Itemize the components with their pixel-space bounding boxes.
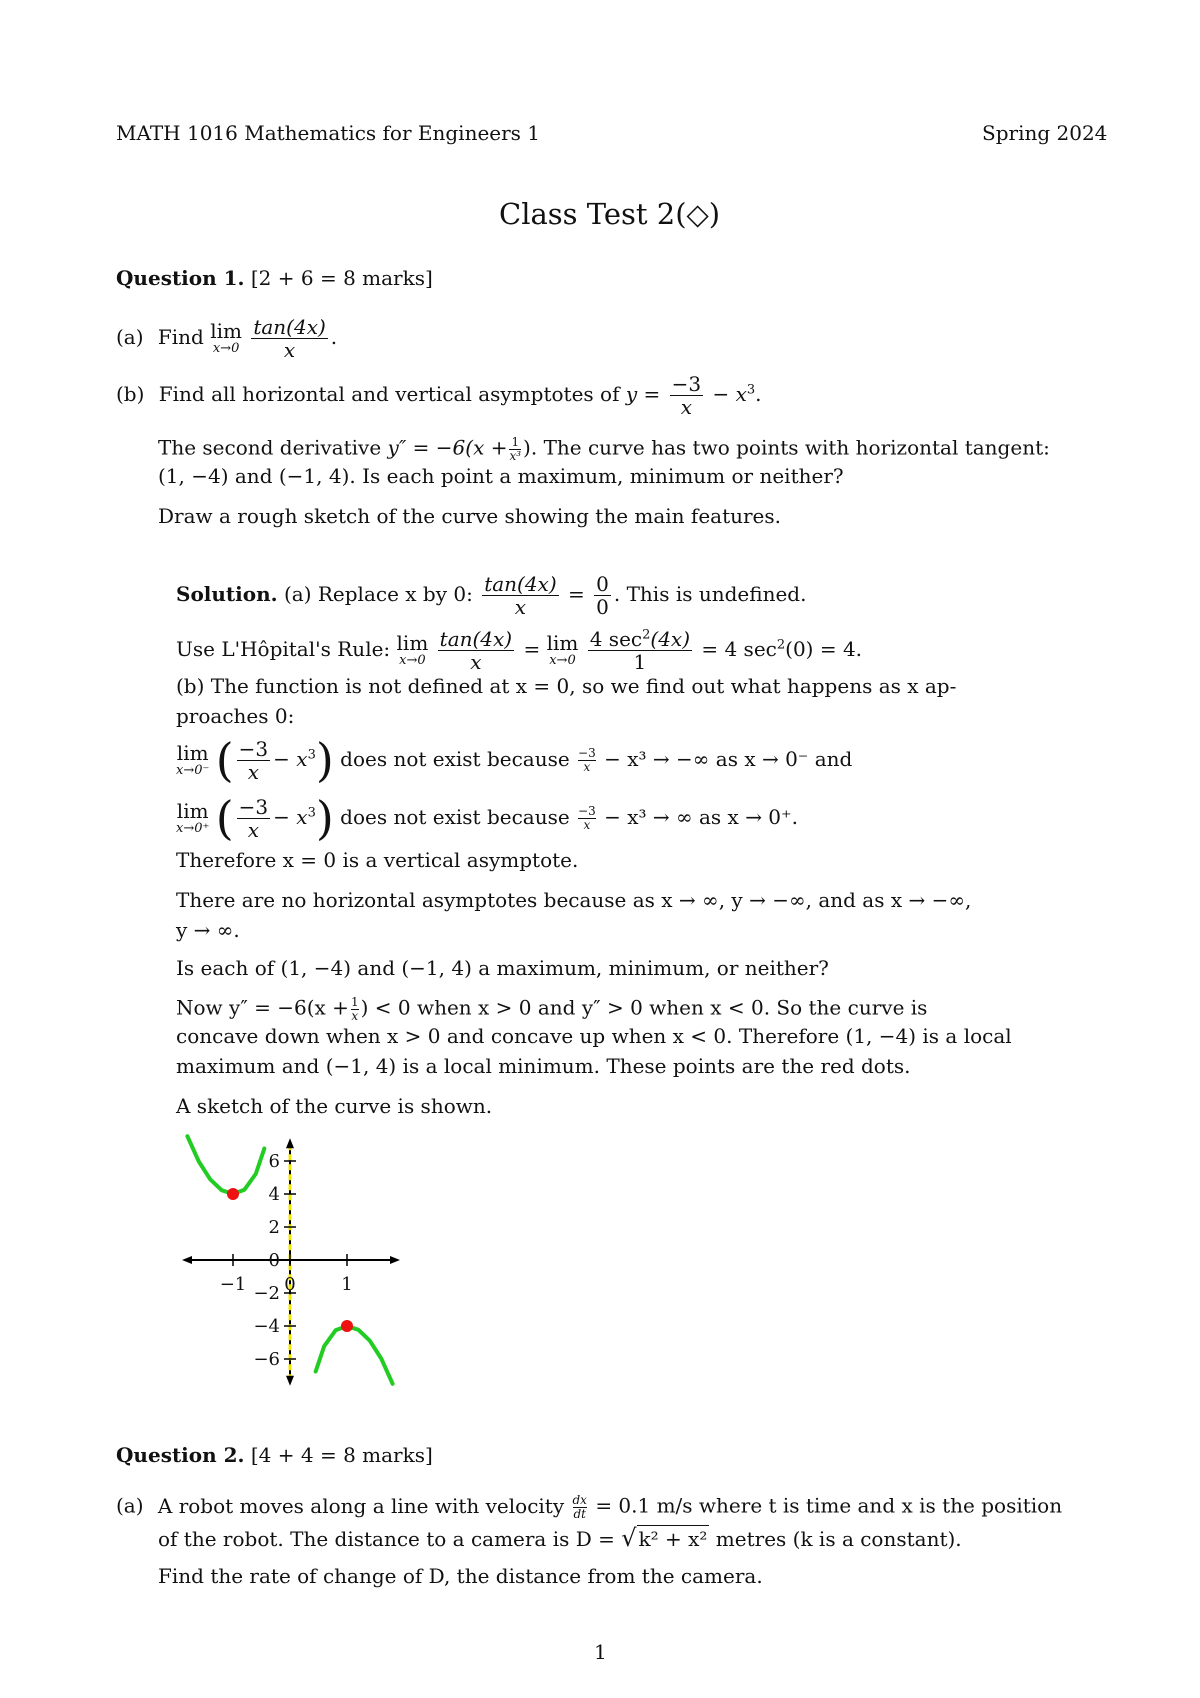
solution-b-line1: (b) The function is not defined at x = 0, so we find out what happens as x ap-	[176, 674, 957, 698]
y-axis-arrow-up	[286, 1138, 294, 1148]
concavity-line-2: concave down when x > 0 and concave up when x < 0. Therefore (1, −4) is a local	[176, 1024, 1012, 1048]
limit-operator: lim x→0	[210, 319, 242, 357]
x-axis-arrow-left	[182, 1256, 192, 1264]
asymptote-question: Find all horizontal and vertical asymptotes of	[158, 382, 620, 406]
limit-from-right: lim x→0⁺ ( $\frac{-3}{x}$ − $x^3$) does not exist because $\frac{-3}{x}$ − x³ → ∞ as x → 0⁺.	[176, 790, 798, 845]
sketch-shown-line: A sketch of the curve is shown.	[176, 1094, 493, 1118]
part-a-label: (a)	[116, 325, 144, 349]
horizontal-line-2: y → ∞.	[176, 918, 240, 942]
sketch-instruction: Draw a rough sketch of the curve showing the main features.	[158, 504, 782, 528]
question-1-heading	[116, 268, 433, 288]
page-number: 1	[594, 1640, 607, 1664]
lhopital-line: Use L'Hôpital's Rule: lim x→0 $\frac{\tan(4x)}{x}$ = lim x→0 $\frac{4 \sec^2(4x)}{1}$ = 4 $\sec^2(0) = 4$.	[176, 627, 863, 674]
y-tick-label: 6	[268, 1151, 280, 1172]
local-minimum-point	[227, 1188, 239, 1200]
max-min-question: Is each of (1, −4) and (−1, 4) a maximum, minimum, or neither?	[176, 956, 829, 980]
tan-fraction: $\frac{\tan(4x)}{x}$	[253, 315, 326, 362]
question-2a-line2: of the robot. The distance to a camera is D = √ k² + x² metres (k is a constant).	[158, 1524, 962, 1552]
question-2a-line3: Find the rate of change of D, the distance from the camera.	[158, 1564, 763, 1588]
x-tick-label: 1	[341, 1274, 353, 1295]
question-1-marks: [2 + 6 = 8 marks]	[250, 266, 433, 290]
question-2-label: Question 2.	[116, 1443, 245, 1467]
neg3-over-x: $\frac{-3}{x}$	[671, 372, 702, 419]
question-1b: (b) Find all horizontal and vertical asymptotes of y = $\frac{-3}{x}$ − $x^3$.	[116, 372, 762, 419]
second-derivative-line: The second derivative y″ = −6(x + $\frac{1}{\text{x³}}$ ). The curve has two points with horizontal tangent:	[158, 435, 1050, 463]
find-word: Find	[157, 325, 204, 349]
horizontal-line-1: There are no horizontal asymptotes because as x → ∞, y → −∞, and as x → −∞,	[176, 888, 972, 912]
x-tick-label: 0	[284, 1274, 296, 1295]
x-axis-arrow-right	[390, 1256, 400, 1264]
x-tick-label: −1	[219, 1274, 247, 1295]
points-line: (1, −4) and (−1, 4). Is each point a maximum, minimum or neither?	[158, 464, 844, 488]
question-2-marks: [4 + 4 = 8 marks]	[250, 1443, 433, 1467]
curve-branch-right	[316, 1326, 393, 1384]
minus-x-cubed: − x	[712, 382, 747, 406]
course-header: MATH 1016 Mathematics for Engineers 1	[116, 121, 541, 145]
part-b-label: (b)	[116, 382, 145, 406]
page-title: Class Test 2(◇)	[499, 197, 721, 231]
concavity-line-3: maximum and (−1, 4) is a local minimum. These points are the red dots.	[176, 1054, 911, 1078]
curve-sketch	[150, 1120, 430, 1410]
question-2a-line1: (a) A robot moves along a line with velocity $\frac{dx}{dt}$ = 0.1 m/s where t is time and x is the position	[116, 1493, 1063, 1521]
question-2-heading	[116, 1445, 433, 1465]
solution-b-line2: proaches 0:	[176, 704, 295, 728]
y-axis-arrow-down	[286, 1376, 294, 1386]
y-tick-label: −4	[253, 1316, 280, 1337]
y-tick-label: 0	[268, 1250, 280, 1271]
y-equals: y =	[625, 382, 661, 406]
solution-a: Solution. (a) Replace x by 0: $\frac{\tan(4x)}{x}$ = $\frac{0}{0}$ . This is undefined.	[176, 572, 807, 619]
term-header: Spring 2024	[982, 121, 1108, 145]
local-maximum-point	[341, 1320, 353, 1332]
vertical-asymptote-line: Therefore x = 0 is a vertical asymptote.	[176, 848, 579, 872]
y-tick-label: −2	[253, 1283, 280, 1304]
concavity-line-1: Now y″ = −6(x + $\frac{1}{x}$ ) < 0 when x > 0 and y″ > 0 when x < 0. So the curve is	[176, 995, 928, 1023]
question-1-label: Question 1.	[116, 266, 245, 290]
curve-branch-left	[187, 1136, 264, 1194]
y-tick-label: 4	[268, 1184, 280, 1205]
question-1a: (a) Find lim x→0 $\frac{\tan(4x)}{x}$ .	[116, 315, 338, 362]
limit-from-left: lim x→0⁻ ( $\frac{-3}{x}$ − $x^3$) does not exist because $\frac{-3}{x}$ − x³ → −∞ as x → 0⁻ and	[176, 732, 853, 787]
y-tick-label: −6	[253, 1349, 280, 1370]
solution-label: Solution.	[176, 582, 278, 606]
y-tick-label: 2	[268, 1217, 280, 1238]
